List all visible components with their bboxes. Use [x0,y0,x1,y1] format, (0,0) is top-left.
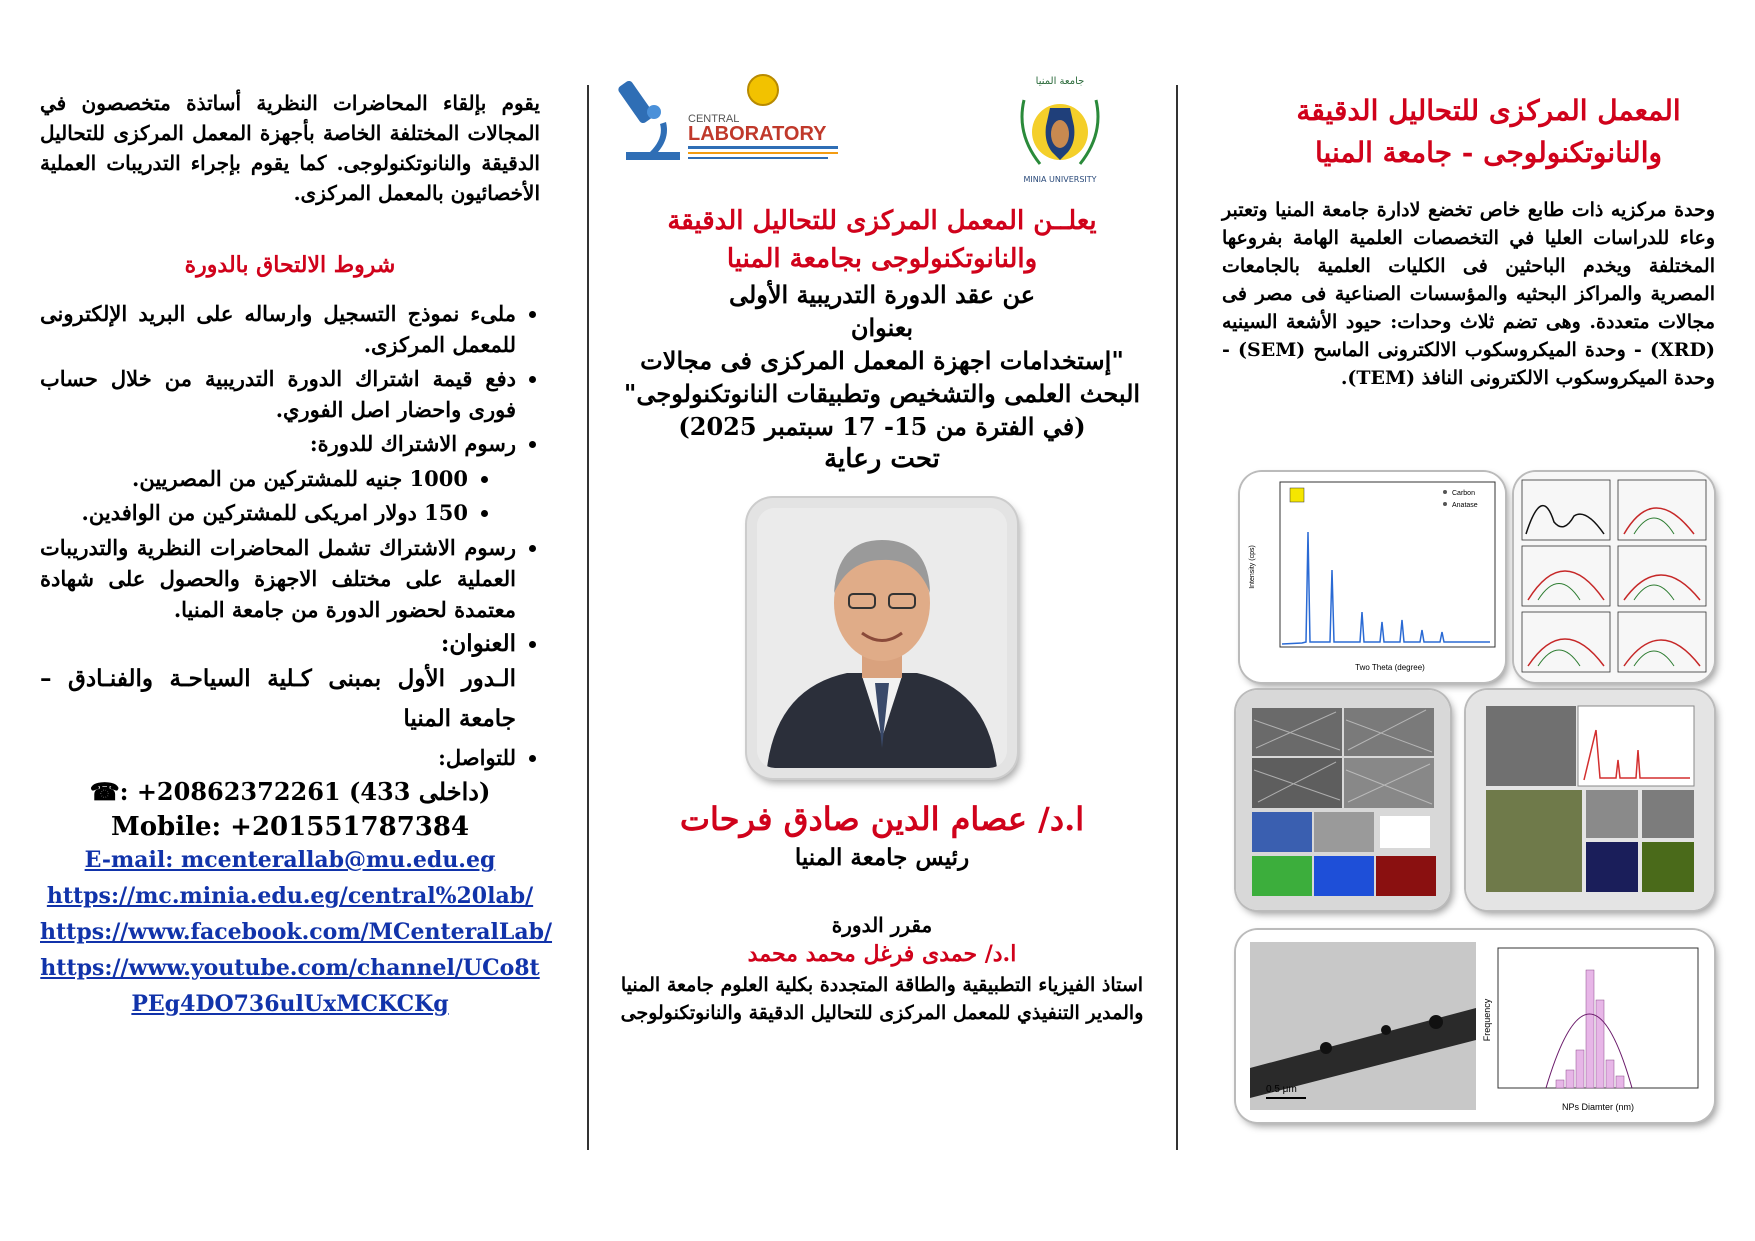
mobile-number: Mobile: +201551787384 [110,812,470,842]
column-divider-right [1176,85,1178,1150]
xrd-y-axis-label: Intensity (cps) [1249,545,1256,589]
youtube-link-part1: https://www.youtube.com/channel/UCo8t [40,955,540,981]
tem-histogram-figure [1236,930,1714,1122]
contact-block [40,777,553,1022]
contact-label: للتواصل: [438,745,516,770]
tem-scale-bar: 0.5 μm [1266,1084,1297,1095]
fee-item-egyptian: • 1000 جنيه للمشتركين من المصريين. [40,463,468,494]
condition-item: • رسوم الاشتراك تشمل المحاضرات النظرية والتدريبات العملية على مختلف الاجهزة والحصول على شهادة معتمدة لحضور الدورة من جامعة المنيا. [40,532,516,625]
lectures-intro: يقوم بإلقاء المحاضرات النظرية أساتذة متخصصون في المجالات المختلفة الخاصة بأجهزة المعمل المركزى للتحاليل الدقيقة والنانوتكنولوجى. كما يقوم بإجراء التدريبات العملية الأخصائيون بالمعمل المركزى. [40,91,540,205]
condition-item [40,428,516,528]
condition-item: • ملىء نموذج التسجيل وارساله على البريد الإلكترونى للمعمل المركزى. [40,298,516,360]
left-column [40,88,553,1022]
coordinator-description: استاذ الفيزياء التطبيقية والطاقة المتجددة بكلية العلوم جامعة المنيا والمدير التنفيذي للمعمل المركزى للتحاليل الدقيقة والنانوتكنولوجى [620,974,1144,1024]
contact-item [40,742,516,773]
logo-uni-ar-text: جامعة المنيا [1035,76,1085,87]
website-link[interactable]: https://mc.minia.edu.eg/central%20lab/ [46,883,534,909]
president-title: رئيس جامعة المنيا [794,844,970,871]
xrd-x-axis-label: Two Theta (degree) [1355,663,1425,672]
fee-item-foreign: • 150 دولار امريكى للمشتركين من الوافدين. [40,497,468,528]
sem-edx-figure [1466,690,1714,910]
logo-uni-en-text: MINIA UNIVERSITY [1023,175,1097,184]
course-period: (في الفترة من 15- 17 سبتمبر 2025) [678,412,1086,441]
microscope-icon [618,79,680,160]
course-title: "إستخدامات اجهزة المعمل المركزى فى مجالات البحث العلمى والتشخيص وتطبيقات النانوتكنولوجى" [623,346,1141,408]
middle-column [612,70,1152,1027]
central-lab-logo [618,72,858,172]
fees-label: رسوم الاشتراك للدورة: [309,431,516,456]
logos-row [612,70,1152,190]
coordinator-label: مقرر الدورة [831,913,933,937]
email-link[interactable]: E-mail: mcenterallab@mu.edu.eg [84,847,496,873]
right-column [1222,90,1715,392]
minia-university-logo [1010,70,1110,190]
youtube-link[interactable] [40,950,540,1022]
xrd-legend-carbon: Carbon [1452,490,1475,497]
president-photo-frame [747,498,1017,778]
histogram-y-axis-label: Frequency [1482,998,1492,1042]
address-text: الـدور الأول بمبنى كـلية السياحـة والفنـادق – جامعة المنيا [40,665,516,732]
president-name: ا.د/ عصام الدين صادق فرحات [679,800,1085,838]
course-title-label: بعنوان [850,313,914,342]
patronage-label: تحت رعاية [824,444,940,474]
lab-description: وحدة مركزيه ذات طابع خاص تخضع لادارة جامعة المنيا وتعتبر وعاء للدراسات العليا في التخصصات العلمية الهامة بفروعها المختلفة ويخدم الباحثين فى الكليات العلمية بالجامعات المصرية والمراكز البحثيه والمؤسسات الصناعية فى مصر فى مجالات متعددة. وهى تضم ثلاث وحدات: حيود الأشعة السينيه (XRD) - وحدة الميكروسكوب الالكترونى الماسح (SEM) - وحدة الميكروسكوب الالكترونى النافذ (TEM). [1222,199,1715,389]
peak-fitting-figure [1514,472,1714,682]
condition-item: • دفع قيمة اشتراك الدورة التدريبية من خلال حساب فورى واحضار اصل الفوري. [40,363,516,425]
facebook-link[interactable]: https://www.facebook.com/MCenteralLab/ [40,919,553,945]
logo-central-text: CENTRAL [688,113,740,125]
phone-number: ☎: +20862372261 (داخلى 433) [89,777,491,806]
announcement-title: يعلــن المعمل المركزى للتحاليل الدقيقة والنانوتكنولوجى بجامعة المنيا [667,206,1097,274]
conditions-heading: شروط الالتحاق بالدورة [184,252,396,278]
histogram-x-axis-label: NPs Diamter (nm) [1561,1102,1635,1112]
course-intro-line: عن عقد الدورة التدريبية الأولى [728,280,1036,309]
conditions-list [40,298,540,773]
address-label: • العنوان: [440,630,516,657]
coordinator-name: ا.د/ حمدى فرغل محمد محمد [747,941,1017,967]
address-item [40,628,516,739]
sem-images-figure [1236,690,1450,910]
column-divider-left [587,85,589,1150]
youtube-link-part2: PEg4DO736ulUxMCKCKg [131,991,449,1017]
logo-lab-text: LABORATORY [688,123,827,145]
xrd-legend-anatase: Anatase [1452,502,1478,509]
fees-list [40,463,516,528]
president-photo [757,508,1007,768]
lab-title: المعمل المركزى للتحاليل الدقيقة والنانوتكنولوجى - جامعة المنيا [1296,94,1681,169]
xrd-chart-figure [1240,472,1505,682]
